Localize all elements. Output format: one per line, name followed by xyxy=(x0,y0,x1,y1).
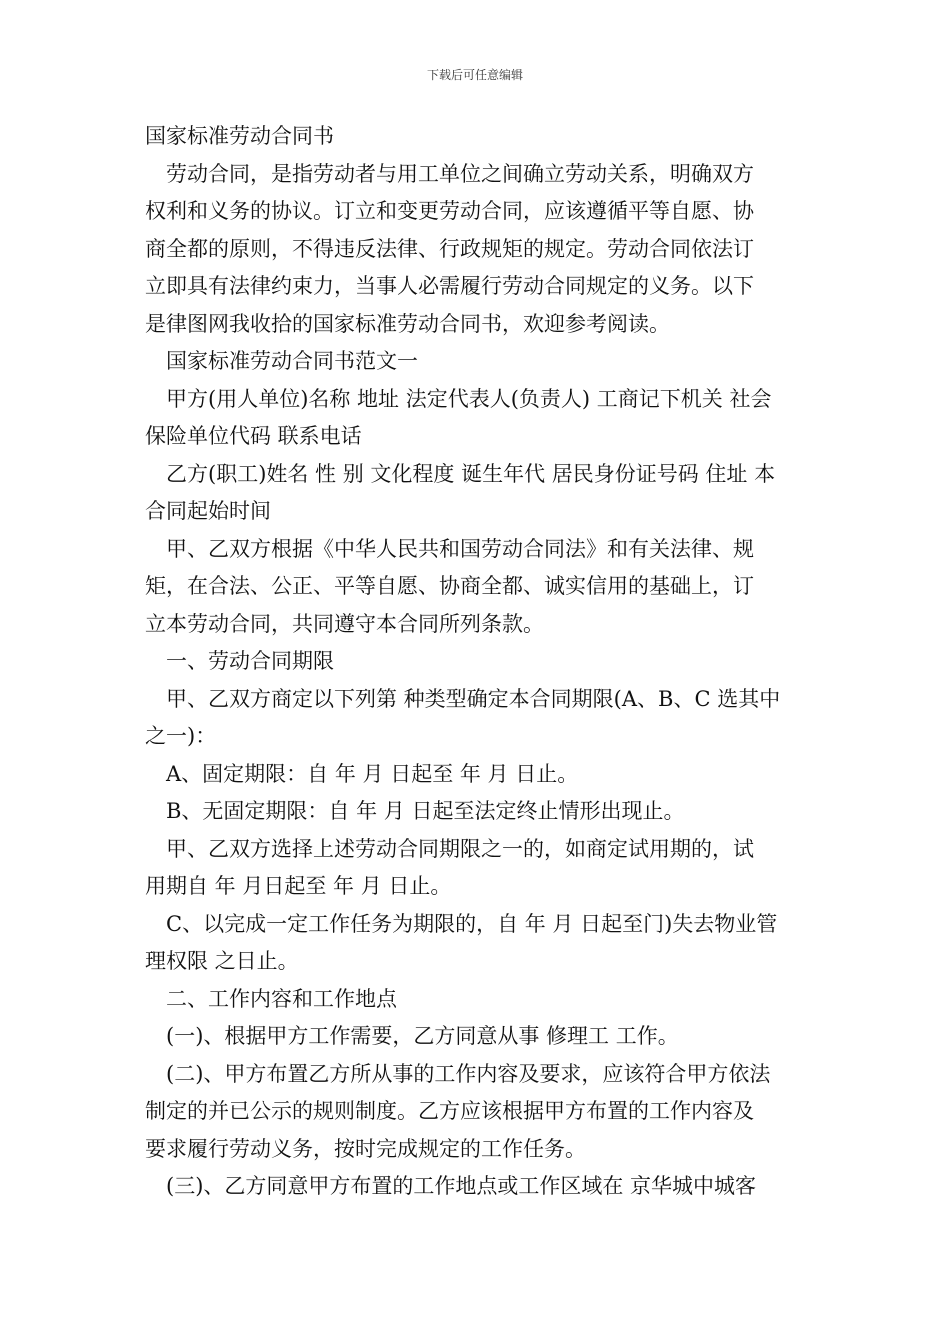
text-line: B、无固定期限：自 年 月 日起至法定终止情形出现止。 xyxy=(166,799,685,823)
text-line: (二)、甲方布置乙方所从事的工作内容及要求，应该符合甲方依法 xyxy=(166,1061,771,1086)
text-line: A、固定期限：自 年 月 日起至 年 月 日止。 xyxy=(166,761,579,786)
document-title: 国家标准劳动合同书 xyxy=(145,124,334,148)
text-line: 甲、乙双方商定以下列第 种类型确定本合同期限(A、B、C 选其中 xyxy=(166,686,781,711)
text-line: 劳动合同，是指劳动者与用工单位之间确立劳动关系，明确双方 xyxy=(166,161,754,186)
document-body xyxy=(145,118,807,1206)
text-line: 乙方(职工)姓名 性 别 文化程度 诞生年代 居民身份证号码 住址 本 xyxy=(166,461,776,486)
text-line: 是律图网我收拾的国家标准劳动合同书，欢迎参考阅读。 xyxy=(145,311,670,336)
text-line: 甲、乙双方选择上述劳动合同期限之一的，如商定试用期的，试 xyxy=(166,836,754,861)
text-line: 之一)： xyxy=(145,724,217,748)
text-line: (三)、乙方同意甲方布置的工作地点或工作区域在 京华城中城客 xyxy=(166,1174,757,1198)
text-line: 二、工作内容和工作地点 xyxy=(166,986,397,1011)
text-line: (一)、根据甲方工作需要，乙方同意从事 修理工 工作。 xyxy=(166,1024,679,1048)
text-line: 立本劳动合同，共同遵守本合同所列条款。 xyxy=(145,611,544,636)
text-line: 要求履行劳动义务，按时完成规定的工作任务。 xyxy=(145,1136,586,1161)
text-line: 理权限 之日止。 xyxy=(145,949,299,973)
text-line: 商全都的原则，不得违反法律、行政规矩的规定。劳动合同依法订 xyxy=(145,236,754,261)
text-line: 用期自 年 月日起至 年 月 日止。 xyxy=(145,874,452,898)
text-line: 制定的并已公示的规则制度。乙方应该根据甲方布置的工作内容及 xyxy=(145,1099,754,1123)
text-line: 合同起始时间 xyxy=(145,499,271,523)
text-line: 甲方(用人单位)名称 地址 法定代表人(负责人) 工商记下机关 社会 xyxy=(166,386,772,411)
text-line: 甲、乙双方根据《中华人民共和国劳动合同法》和有关法律、规 xyxy=(166,536,754,561)
text-line: 立即具有法律约束力，当事人必需履行劳动合同规定的义务。以下 xyxy=(145,274,754,298)
page-header-note: 下载后可任意编辑 xyxy=(426,68,523,82)
text-line: 国家标准劳动合同书范文一 xyxy=(166,349,418,373)
text-line: 一、劳动合同期限 xyxy=(166,649,334,673)
text-line: 权利和义务的协议。订立和变更劳动合同，应该遵循平等自愿、协 xyxy=(145,199,754,223)
text-line: C、以完成一定工作任务为期限的，自 年 月 日起至门)失去物业管 xyxy=(166,911,778,936)
text-line: 保险单位代码 联系电话 xyxy=(145,424,362,448)
text-line: 矩，在合法、公正、平等自愿、协商全都、诚实信用的基础上，订 xyxy=(145,574,754,598)
